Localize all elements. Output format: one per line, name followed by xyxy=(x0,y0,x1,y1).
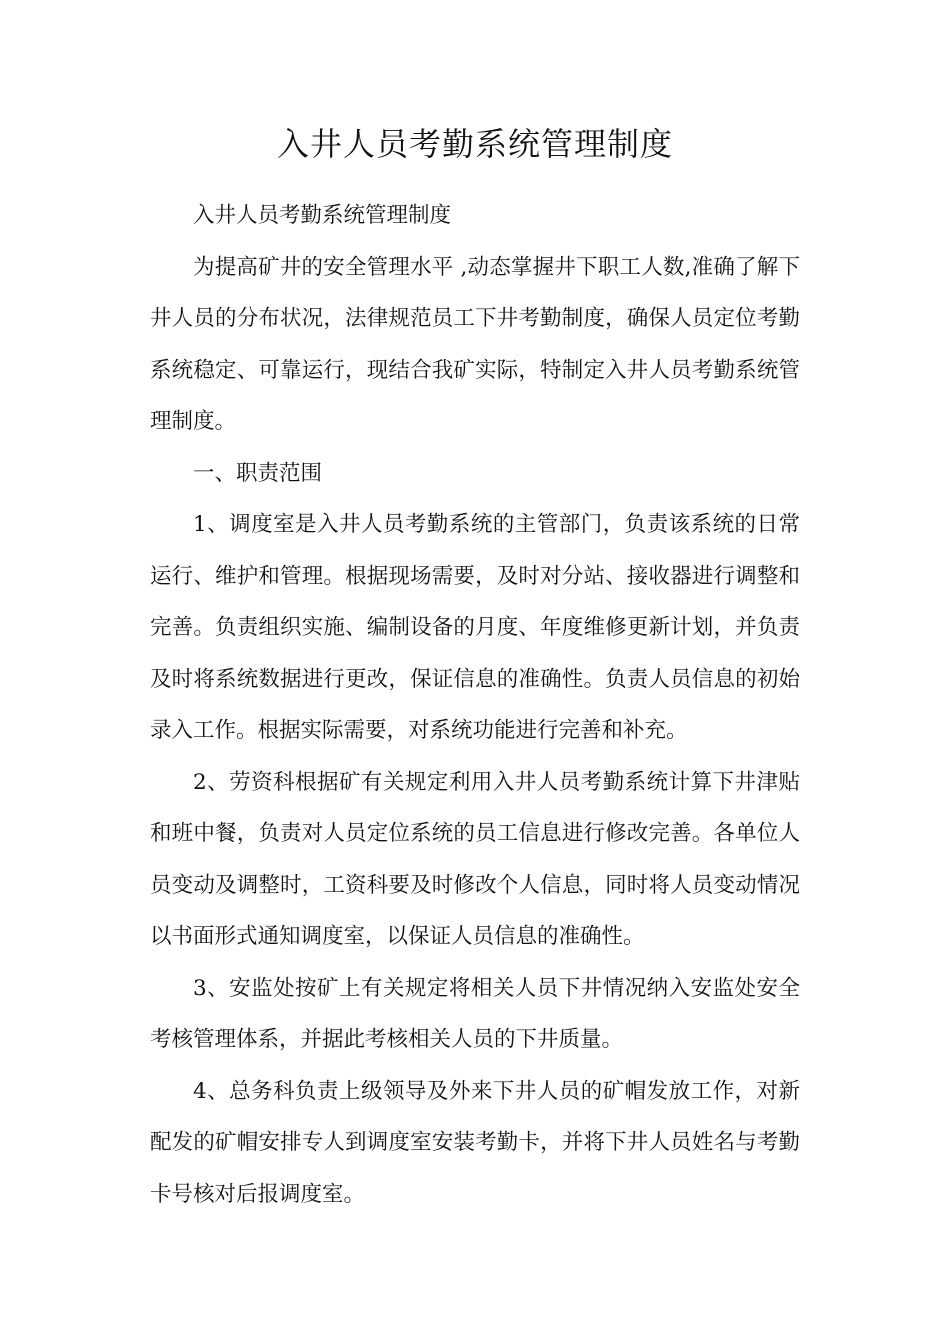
document-body xyxy=(150,190,800,1220)
paragraph-item-3: 3、安监处按矿上有关规定将相关人员下井情况纳入安监处安全考核管理体系，并据此考核相关人员的下井质量。 xyxy=(150,975,800,1052)
paragraph-item-1: 1、调度室是入井人员考勤系统的主管部门，负责该系统的日常运行、维护和管理。根据现场需要，及时对分站、接收器进行调整和完善。负责组织实施、编制设备的月度、年度维修更新计划，并负责及时将系统数据进行更改，保证信息的准确性。负责人员信息的初始录入工作。根据实际需要，对系统功能进行完善和补充。 xyxy=(150,512,800,743)
paragraph-item-2: 2、劳资科根据矿有关规定利用入井人员考勤系统计算下井津贴和班中餐，负责对人员定位系统的员工信息进行修改完善。各单位人员变动及调整时，工资科要及时修改个人信息，同时将人员变动情况以书面形式通知调度室，以保证人员信息的准确性。 xyxy=(150,769,800,949)
section-heading-responsibilities: 一、职责范围 xyxy=(193,460,323,486)
document-title: 入井人员考勤系统管理制度 xyxy=(276,125,673,163)
paragraph-item-4: 4、总务科负责上级领导及外来下井人员的矿帽发放工作，对新配发的矿帽安排专人到调度室安装考勤卡，并将下井人员姓名与考勤卡号核对后报调度室。 xyxy=(150,1078,800,1207)
paragraph-subtitle: 入井人员考勤系统管理制度 xyxy=(193,203,452,228)
paragraph-intro: 为提高矿井的安全管理水平 ,动态掌握井下职工人数,准确了解下井人员的分布状况，法律规范员工下井考勤制度，确保人员定位考勤系统稳定、可靠运行，现结合我矿实际，特制定入井人员考勤系统管理制度。 xyxy=(150,254,800,434)
